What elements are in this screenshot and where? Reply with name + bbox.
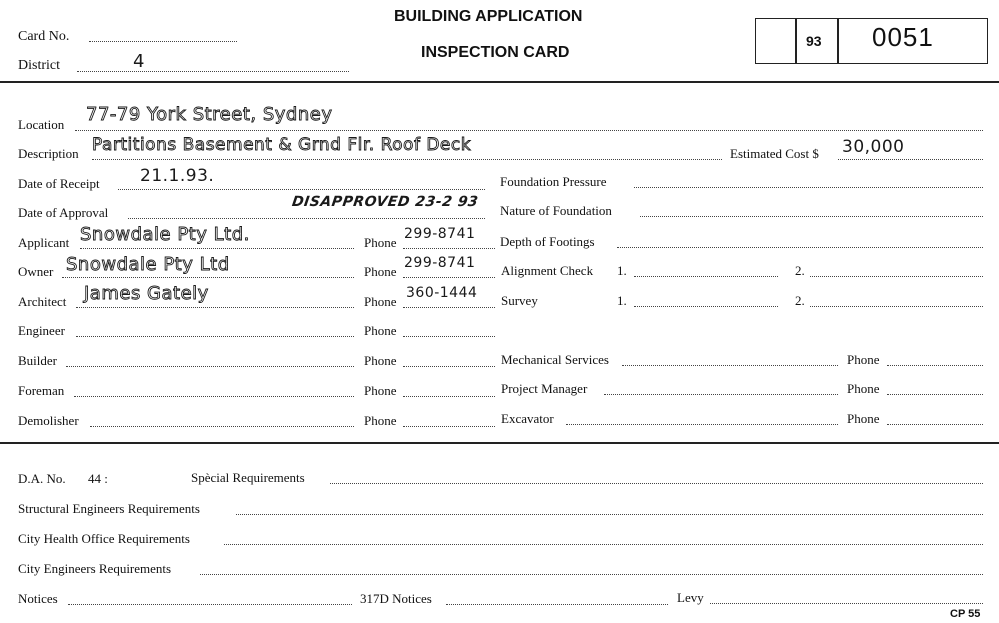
title-line1: BUILDING APPLICATION (394, 8, 583, 25)
location-value: 77-79 York Street, Sydney (86, 104, 333, 125)
architect-label: Architect (18, 294, 67, 309)
applicant-phone-label: Phone (364, 235, 397, 250)
builder-phone-label: Phone (364, 353, 397, 368)
foundation-pressure-line[interactable] (634, 187, 983, 188)
district-line[interactable] (77, 71, 349, 72)
estimated-cost-value: 30,000 (842, 137, 905, 157)
notices-line[interactable] (68, 604, 352, 605)
survey-two-label: 2. (795, 293, 805, 308)
survey-one-label: 1. (617, 293, 627, 308)
mechanical-label: Mechanical Services (501, 352, 609, 367)
nature-foundation-line[interactable] (640, 216, 983, 217)
alignment-one-label: 1. (617, 263, 627, 278)
foreman-label: Foreman (18, 383, 65, 398)
health-label: City Health Office Requirements (18, 531, 190, 546)
date-receipt-value: 21.1.93. (140, 166, 215, 186)
date-approval-line[interactable] (128, 218, 485, 219)
applicant-line[interactable] (80, 248, 354, 249)
demolisher-label: Demolisher (18, 413, 79, 428)
survey-label: Survey (501, 293, 538, 308)
engineer-phone-label: Phone (364, 323, 397, 338)
engineer-phone-line[interactable] (403, 336, 495, 337)
district-label: District (18, 58, 60, 73)
demolisher-phone-label: Phone (364, 413, 397, 428)
excavator-label: Excavator (501, 411, 554, 426)
mechanical-phone-line[interactable] (887, 365, 983, 366)
demolisher-line[interactable] (90, 426, 354, 427)
alignment-check-label: Alignment Check (501, 263, 594, 278)
date-receipt-line[interactable] (118, 189, 485, 190)
excavator-phone-line[interactable] (887, 424, 983, 425)
date-approval-value: DISAPPROVED 23-2 93 (290, 194, 480, 210)
special-requirements-line[interactable] (330, 483, 983, 484)
notices-317d-line[interactable] (446, 604, 668, 605)
notices-label: Notices (18, 591, 58, 606)
engineer-line[interactable] (76, 336, 354, 337)
box-divider-2 (837, 18, 839, 64)
city-engineers-label: City Engineers Requirements (18, 561, 172, 576)
estimated-cost-label: Estimated Cost $ (730, 146, 819, 161)
mechanical-phone-label: Phone (847, 352, 880, 367)
alignment-one-line[interactable] (634, 276, 778, 277)
applicant-phone-value: 299-8741 (404, 226, 476, 242)
owner-phone-line[interactable] (403, 277, 495, 278)
date-receipt-label: Date of Receipt (18, 176, 100, 191)
architect-value: James Gately (84, 283, 209, 304)
nature-foundation-label: Nature of Foundation (500, 203, 612, 218)
notices-317d-label: 317D Notices (360, 591, 432, 606)
header-divider (0, 81, 999, 83)
structural-label: Structural Engineers Requirements (18, 501, 200, 516)
foundation-pressure-label: Foundation Pressure (500, 174, 607, 189)
special-requirements-label: Spècial Requirements (191, 470, 305, 485)
location-line[interactable] (75, 130, 983, 131)
location-label: Location (18, 117, 65, 132)
requirements-divider (0, 442, 999, 444)
architect-phone-value: 360-1444 (406, 285, 478, 301)
levy-line[interactable] (710, 603, 983, 604)
city-engineers-line[interactable] (200, 574, 983, 575)
project-manager-label: Project Manager (501, 381, 588, 396)
structural-line[interactable] (236, 514, 983, 515)
mechanical-line[interactable] (622, 365, 838, 366)
owner-label: Owner (18, 264, 54, 279)
project-manager-phone-line[interactable] (887, 394, 983, 395)
applicant-label: Applicant (18, 235, 70, 250)
form-code: CP 55 (950, 608, 981, 620)
description-label: Description (18, 146, 79, 161)
project-manager-line[interactable] (604, 394, 838, 395)
district-value: 4 (133, 51, 145, 72)
engineer-label: Engineer (18, 323, 65, 338)
foreman-line[interactable] (74, 396, 354, 397)
architect-line[interactable] (76, 307, 354, 308)
description-value: Partitions Basement & Grnd Flr. Roof Deck (92, 135, 472, 155)
da-no-value: 44 : (88, 471, 108, 486)
card-no-line[interactable] (89, 41, 237, 42)
excavator-phone-label: Phone (847, 411, 880, 426)
builder-label: Builder (18, 353, 57, 368)
excavator-line[interactable] (566, 424, 838, 425)
estimated-cost-line[interactable] (838, 159, 983, 160)
architect-phone-label: Phone (364, 294, 397, 309)
da-no-label: D.A. No. (18, 471, 66, 486)
builder-phone-line[interactable] (403, 366, 495, 367)
alignment-two-label: 2. (795, 263, 805, 278)
architect-phone-line[interactable] (403, 307, 495, 308)
depth-footings-line[interactable] (617, 247, 983, 248)
survey-two-line[interactable] (810, 306, 983, 307)
owner-phone-label: Phone (364, 264, 397, 279)
box-divider-1 (795, 18, 797, 64)
owner-line[interactable] (62, 277, 354, 278)
levy-label: Levy (677, 590, 704, 605)
title-line2: INSPECTION CARD (421, 44, 570, 61)
health-line[interactable] (224, 544, 983, 545)
card-no-label: Card No. (18, 29, 70, 44)
survey-one-line[interactable] (634, 306, 778, 307)
demolisher-phone-line[interactable] (403, 426, 495, 427)
description-line[interactable] (92, 159, 722, 160)
card-number-value: 0051 (872, 22, 934, 52)
owner-phone-value: 299-8741 (404, 255, 476, 271)
owner-value: Snowdale Pty Ltd (66, 254, 230, 275)
year-box-value: 93 (806, 33, 822, 49)
builder-line[interactable] (66, 366, 354, 367)
foreman-phone-line[interactable] (403, 396, 495, 397)
date-approval-label: Date of Approval (18, 205, 109, 220)
alignment-two-line[interactable] (810, 276, 983, 277)
applicant-value: Snowdale Pty Ltd. (80, 224, 250, 245)
depth-footings-label: Depth of Footings (500, 234, 595, 249)
applicant-phone-line[interactable] (403, 248, 495, 249)
project-manager-phone-label: Phone (847, 381, 880, 396)
foreman-phone-label: Phone (364, 383, 397, 398)
